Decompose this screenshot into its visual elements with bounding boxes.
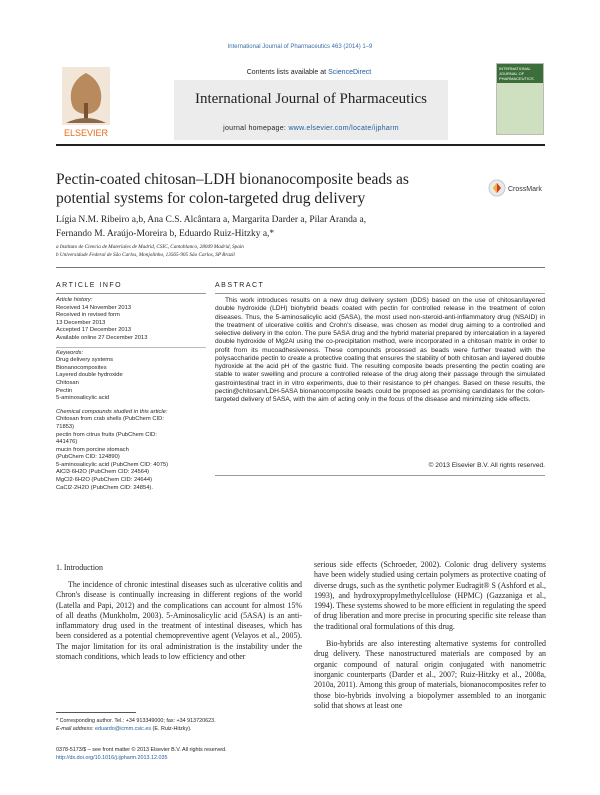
intro-paragraph-2: serious side effects (Schroeder, 2002). Colonic drug delivery systems have been widely studied using certain polymers as protective coating of diverse drugs, such as the synthetic polymer Eudragit® S (Ashford et al., 1993), and hydroxypropylmethylcellulose (HPMC) (Gazzaniga et al., 1994). These systems showed to be more efficient in regulating the speed of drug liberation and more precise in procuring specific site release than the traditional oral formulations of this drug. <box>314 560 546 631</box>
homepage-prefix: journal homepage: <box>223 125 289 132</box>
compounds-label: Chemical compounds studied in this article: <box>56 408 168 415</box>
history-label: Article history: <box>56 297 93 303</box>
compound: 5-aminosalicylic acid (PubChem CID: 4075) <box>56 461 169 468</box>
footnote <box>56 717 302 733</box>
article-info-divider <box>56 293 206 294</box>
journal-cover-thumbnail <box>496 63 544 135</box>
intro-paragraph-1: The incidence of chronic intestinal diseases such as ulcerative colitis and Chron's disease is continually increasing in different regions of the world (Latella and Papi, 2012) and the complications can account for almost 15% of all deaths (Munkholm, 2003). 5-Aminosalicylic acid (5ASA) is an anti-inflammatory drug used in the treatment of intestinal diseases, which has been considered as a potential chemopreventive agent (Velayos et al., 2005). The major limitation for its oral administration is the instability under the stomach conditions, which leads to low efficiency and other <box>56 580 302 662</box>
footnote-divider <box>56 712 136 713</box>
title-divider <box>56 267 545 268</box>
journal-header <box>56 55 545 140</box>
contents-line <box>174 69 444 76</box>
compound: MgCl2·6H2O (PubChem CID: 24644) <box>56 477 153 484</box>
compound: 71853) <box>56 423 75 430</box>
sciencedirect-link[interactable]: ScienceDirect <box>328 69 372 76</box>
homepage-link[interactable]: www.elsevier.com/locate/ijpharm <box>288 125 399 132</box>
compound: CaCl2·2H2O (PubChem CID: 24854). <box>56 484 153 491</box>
keyword: Drug delivery systems <box>56 357 114 364</box>
keyword: Chitosan <box>56 379 79 386</box>
journal-citation-line: International Journal of Pharmaceutics 463 (2014) 1–9 <box>227 44 373 50</box>
body-right-column <box>314 560 546 718</box>
author-list <box>56 213 486 241</box>
keyword: Pectin <box>56 387 73 394</box>
email-link[interactable]: eduardo@icmm.csic.es <box>94 726 152 732</box>
compound: Chitosan from crab shells (PubChem CID: <box>56 416 164 423</box>
compound: mucin from porcine stomach <box>56 446 129 453</box>
history-item: Accepted 17 December 2013 <box>56 327 132 334</box>
keyword: Layered double hydroxide <box>56 372 123 379</box>
history-item: Received in revised form <box>56 312 120 319</box>
publication-info <box>56 746 302 762</box>
email-label: E-mail address: <box>56 726 95 732</box>
svg-text:ELSEVIER: ELSEVIER <box>63 128 109 138</box>
compound: pectin from citrus fruits (PubChem CID: <box>56 431 157 438</box>
article-info-column <box>56 297 206 492</box>
header-divider <box>56 144 545 146</box>
issn-line: 0378-5173/$ – see front matter © 2013 Elsevier B.V. All rights reserved. <box>56 747 227 753</box>
affiliations <box>56 244 506 259</box>
abstract-bottom-divider <box>215 475 545 476</box>
abstract-text: This work introduces results on a new drug delivery system (DDS) based on the use of chitosan/layered double hydroxide (LDH) biohybrid beads coated with pectin for controlled release in the treatment of colon diseases. Thus, the 5-aminosalicylic acid (5ASA), the most used non-steroid-anti-inflammatory drug (NSAID) in the treatment of ulcerative colitis and Crohn's disease, was chosen as model drug aiming to a controlled and selective delivery in the colon. The pure 5ASA drug and the hybrid material prepared by intercalation in a layered double hydroxide of Mg2Al using the co-precipitation method, were incorporated in a chitosan matrix in order to profit from its mucoadhesiveness. These compounds processed as beads were further treated with the polysaccharide pectin to create a protective coating that ensures the stability of both chitosan and layered double hydroxide at the acid pH of the gastric fluid. The resulting composite beads presenting the pectin coating are stable to water swelling and procure a controlled release of the drug along their passage through the simulated gastrointestinal tract in in vitro experiments, due to their resistance to pH changes. Based on these results, the pectin@chitosan/LDH-5ASA bionanocomposite beads could be proposed as promising candidates for the colon-targeted delivery of 5ASA, with the aim of acting only in the focus of the disease and minimizing side effects. <box>215 297 545 403</box>
elsevier-logo <box>56 65 116 140</box>
paper-title: Pectin-coated chitosan–LDH bionanocomposite beads as potential systems for colon-targeted drug delivery <box>56 171 409 207</box>
svg-text:CrossMark: CrossMark <box>508 186 542 193</box>
contents-prefix: Contents lists available at <box>246 69 329 76</box>
affiliation-a: a Instituto de Ciencia de Materiales de Madrid, CSIC, Cantoblanco, 28049 Madrid, Spain <box>56 244 244 250</box>
abstract-copyright: © 2013 Elsevier B.V. All rights reserved. <box>428 462 545 469</box>
article-info-heading: ARTICLE INFO <box>56 282 123 289</box>
author-line-1: Lígia N.M. Ribeiro a,b, Ana C.S. Alcântara a, Margarita Darder a, Pilar Aranda a, <box>56 215 367 225</box>
body-left-column <box>56 580 302 669</box>
keyword: 5-aminosalicylic acid <box>56 395 110 402</box>
abstract-divider <box>215 293 545 294</box>
journal-homepage <box>174 125 448 132</box>
history-item: Available online 27 December 2013 <box>56 334 148 341</box>
corresponding-author: * Corresponding author. Tel.: +34 913349000; fax: +34 913720623. <box>56 718 216 724</box>
compound: 441476) <box>56 439 78 446</box>
crossmark-icon[interactable] <box>488 178 548 198</box>
affiliation-b: b Universidade Federal de São Carlos, Monjolinho, 13565-905 São Carlos, SP Brazil <box>56 251 235 258</box>
doi-link[interactable]: http://dx.doi.org/10.1016/j.ijpharm.2013.12.035 <box>56 755 168 761</box>
email-suffix: (E. Ruiz-Hitzky). <box>151 726 192 732</box>
compound: AlCl3·6H2O (PubChem CID: 24564) <box>56 469 150 476</box>
history-item: Received 14 November 2013 <box>56 304 132 311</box>
history-item: 13 December 2013 <box>56 319 106 326</box>
info-rule <box>56 347 206 348</box>
keyword: Bionanocomposites <box>56 364 107 371</box>
cover-title: INTERNATIONAL JOURNAL OF PHARMACEUTICS <box>497 64 543 83</box>
introduction-heading: 1. Introduction <box>56 563 103 572</box>
intro-paragraph-3: Bio-hybrids are also interesting alternative systems for controlled drug delivery. These nanostructured materials are composed by an organic compound of natural origin conjugated with nanometric inorganic counterparts (Darder et al., 2007; Ruiz-Hitzky et al., 2008a, 2010a, 2011). Among this group of materials, bionanocomposites refer to those bio-hybrids involving a biopolymer assembled to an inorganic solid that shows at least one <box>314 639 546 710</box>
author-line-2: Fernando M. Araújo-Moreira b, Eduardo Ruiz-Hitzky a,* <box>56 229 275 239</box>
compound: (PubChem CID: 124890) <box>56 454 120 461</box>
email-line <box>56 725 302 733</box>
abstract-heading: ABSTRACT <box>215 282 265 289</box>
keywords-label: Keywords: <box>56 349 84 356</box>
journal-title: International Journal of Pharmaceutics <box>194 91 427 107</box>
